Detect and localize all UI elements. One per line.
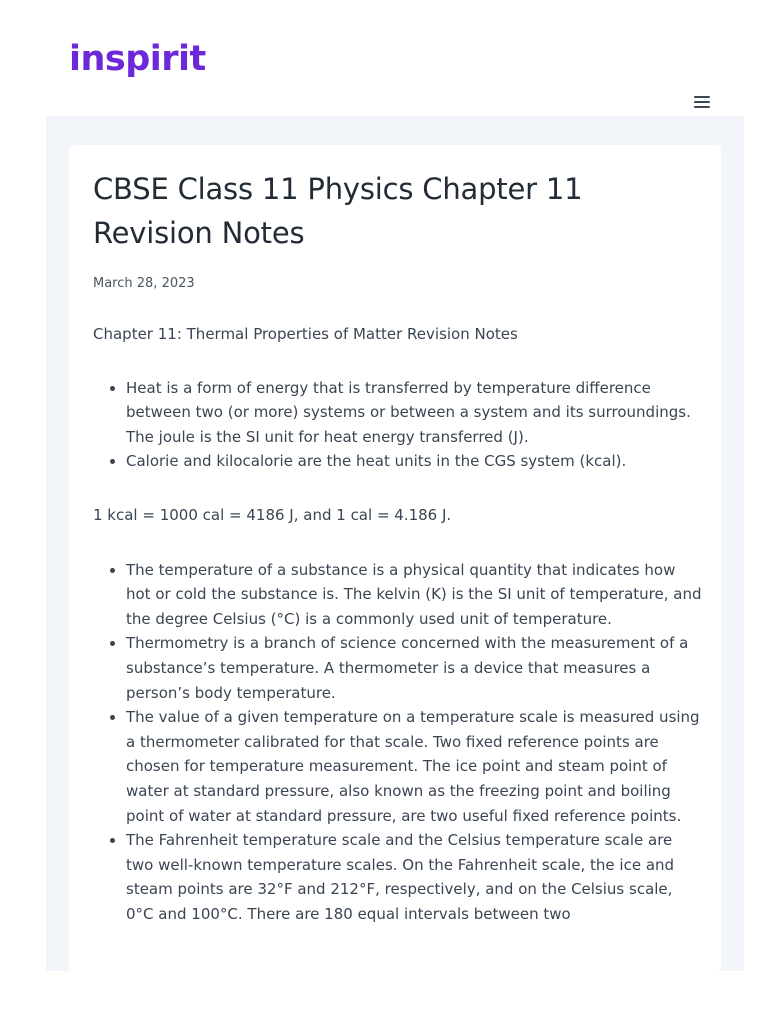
article-content — [93, 167, 703, 926]
list-item: • Thermometry is a branch of science concerned with the measurement of a substance’s temperature. A thermometer is a device that measures a person’s body temperature. — [126, 631, 703, 705]
list-item: • The value of a given temperature on a temperature scale is measured using a thermometer calibrated for that scale. Two fixed reference points are chosen for temperature measurement. The ice point and steam point of water at standard pressure, also known as the freezing point and boiling point of water at standard pressure, are two useful fixed reference points. — [126, 705, 703, 828]
site-logo[interactable]: inspirit — [69, 39, 206, 79]
bullet-list-temperature — [93, 558, 703, 927]
conversion-paragraph: 1 kcal = 1000 cal = 4186 J, and 1 cal = 4.186 J. — [93, 505, 452, 524]
article-card — [69, 145, 721, 971]
menu-bar — [694, 101, 710, 103]
menu-bar — [694, 96, 710, 98]
bullet-list-heat — [93, 376, 703, 474]
list-item: • The temperature of a substance is a physical quantity that indicates how hot or cold the substance is. The kelvin (K) is the SI unit of temperature, and the degree Celsius (°C) is a commonly used unit of temperature. — [126, 558, 703, 632]
article-title: CBSE Class 11 Physics Chapter 11 Revision Notes — [93, 172, 583, 250]
list-item: • The Fahrenheit temperature scale and the Celsius temperature scale are two well-known temperature scales. On the Fahrenheit scale, the ice and steam points are 32°F and 212°F, respectively, and on the Celsius scale, 0°C and 100°C. There are 180 equal intervals between two — [126, 828, 703, 926]
site-header — [0, 0, 768, 116]
hamburger-menu-icon[interactable] — [692, 92, 714, 110]
menu-bar — [694, 106, 710, 108]
article-subtitle: Chapter 11: Thermal Properties of Matter Revision Notes — [93, 325, 518, 343]
list-item: • Calorie and kilocalorie are the heat units in the CGS system (kcal). — [126, 449, 703, 474]
list-item: • Heat is a form of energy that is transferred by temperature difference between two (or more) systems or between a system and its surroundings. The joule is the SI unit for heat energy transferred (J). — [126, 376, 703, 450]
article-date: March 28, 2023 — [93, 276, 195, 291]
